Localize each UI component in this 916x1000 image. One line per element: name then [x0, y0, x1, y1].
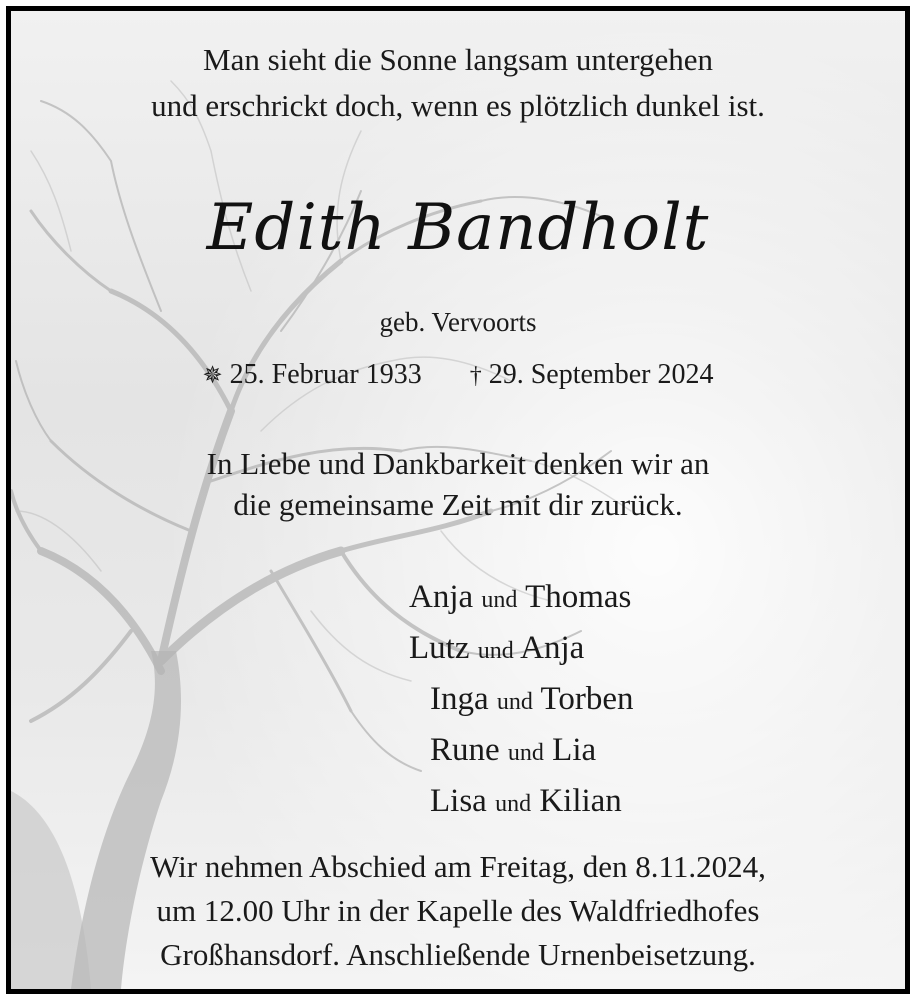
funeral-line-3: Großhansdorf. Anschließende Urnenbeisetzung. [160, 937, 756, 972]
mourner-couple [409, 573, 634, 624]
mourner-connector: und [507, 740, 544, 766]
mourner-couple [409, 675, 634, 726]
mourner-second: Lia [552, 732, 597, 768]
death-date: 29. September 2024 [488, 359, 714, 390]
mourner-second: Torben [540, 681, 634, 717]
mourner-first: Lutz [409, 630, 470, 666]
mourner-first: Inga [430, 681, 489, 717]
mourner-connector: und [495, 791, 532, 817]
funeral-notice [11, 845, 905, 977]
deceased-name: Edith Bandholt [206, 191, 710, 265]
mourner-second: Anja [520, 630, 585, 666]
mourner-first: Lisa [430, 783, 487, 819]
opening-verse [11, 37, 905, 129]
mourners-list [409, 573, 634, 828]
mourner-connector: und [496, 689, 533, 715]
birth-star-icon: ✵ [202, 363, 223, 389]
mourner-second: Thomas [525, 579, 632, 615]
tribute-line-2: die gemeinsame Zeit mit dir zurück. [233, 487, 683, 522]
verse-line-1: Man sieht die Sonne langsam untergehen [203, 42, 713, 77]
mourner-first: Rune [430, 732, 500, 768]
mourner-couple [409, 624, 634, 675]
mourner-second: Kilian [539, 783, 622, 819]
mourner-couple [409, 726, 634, 777]
birth-name: geb. Vervoorts [379, 307, 537, 337]
mourner-couple [409, 777, 634, 828]
funeral-line-1: Wir nehmen Abschied am Freitag, den 8.11.2024, [150, 849, 766, 884]
mourner-first: Anja [409, 579, 474, 615]
death-cross-icon: † [469, 363, 482, 389]
tribute-text [11, 443, 905, 525]
birth-date: 25. Februar 1933 [229, 359, 422, 390]
mourner-connector: und [481, 587, 518, 613]
life-dates [11, 359, 905, 391]
mourner-connector: und [477, 638, 514, 664]
obituary-frame [6, 6, 910, 994]
funeral-line-2: um 12.00 Uhr in der Kapelle des Waldfriedhofes [156, 893, 760, 928]
obituary-content [11, 11, 905, 989]
verse-line-2: und erschrickt doch, wenn es plötzlich dunkel ist. [151, 88, 765, 123]
tribute-line-1: In Liebe und Dankbarkeit denken wir an [206, 446, 710, 481]
